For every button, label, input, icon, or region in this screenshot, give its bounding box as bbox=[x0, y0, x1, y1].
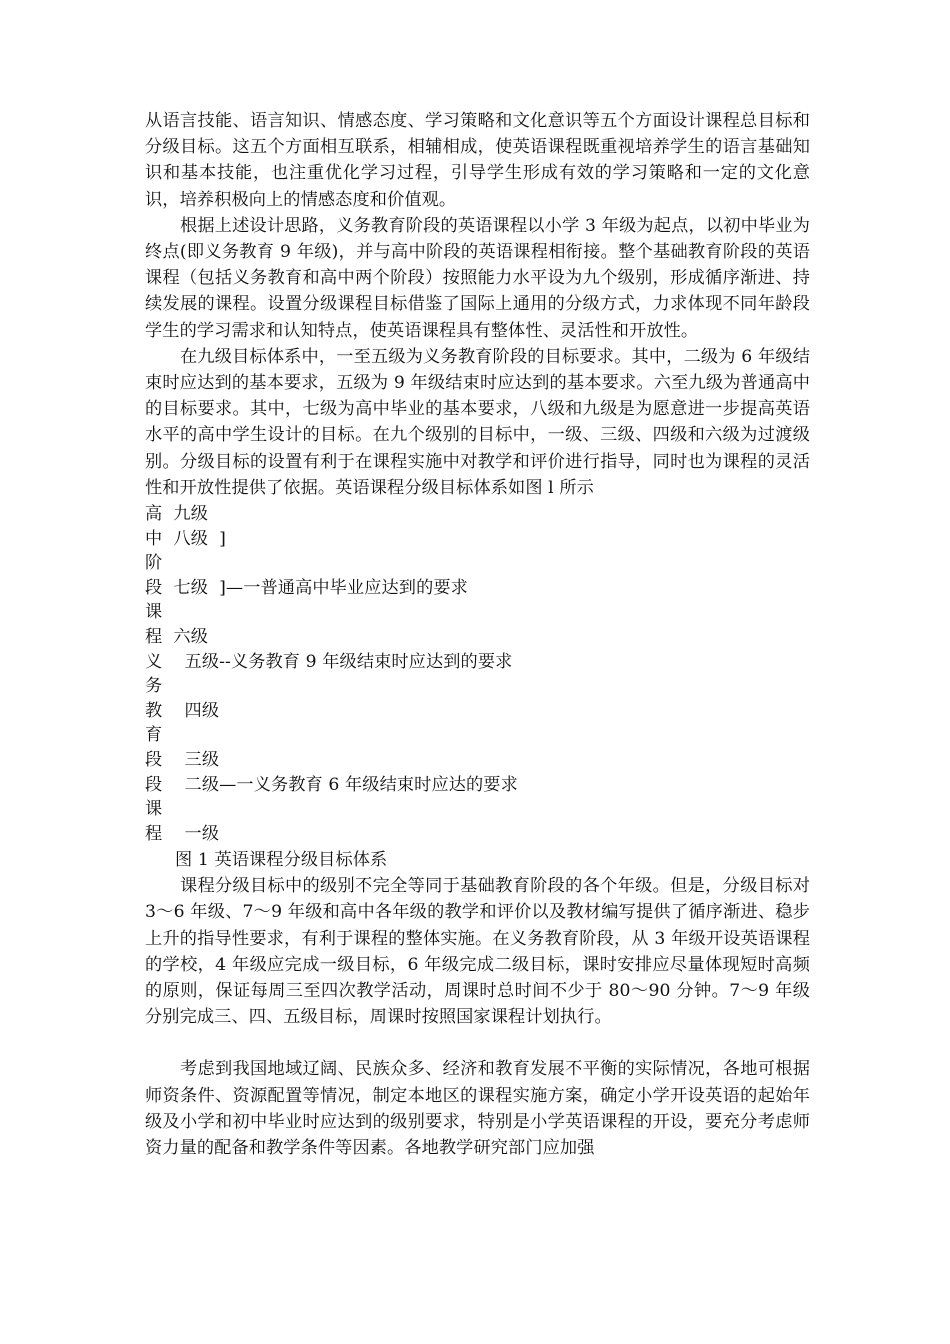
paragraph-2: 根据上述设计思路，义务教育阶段的英语课程以小学 3 年级为起点，以初中毕业为终点(即义务教育 9 年级)，并与高中阶段的英语课程相衔接。整个基础教育阶段的英语课程（包括义务教育和高中两个阶段）按照能力水平设为九个级别，形成循序渐进、持续发展的课程。设置分级课程目标借鉴了国际上通用的分级方式，力求体现不同年龄段学生的学习需求和认知特点，使英语课程具有整体性、灵活性和开放性。 bbox=[145, 215, 810, 341]
diagram-line: 程 一级 bbox=[145, 823, 220, 844]
diagram-line: 中 八级 ] bbox=[145, 528, 226, 549]
paragraph-5: 考虑到我国地域辽阔、民族众多、经济和教育发展不平衡的实际情况，各地可根据师资条件、资源配置等情况，制定本地区的课程实施方案，确定小学开设英语的起始年级及小学和初中毕业时应达到的级别要求，特别是小学英语课程的开设，要充分考虑师资力量的配备和教学条件等因素。各地教学研究部门应加强 bbox=[145, 1059, 810, 1159]
diagram-line: 义 五级--义务教育 9 年级结束时应达到的要求 bbox=[145, 651, 513, 672]
level-diagram bbox=[145, 501, 810, 847]
diagram-line: 高 九级 bbox=[145, 504, 208, 525]
diagram-line: 育 bbox=[145, 725, 163, 746]
diagram-line: 段 二级—一义务教育 6 年级结束时应达的要求 bbox=[145, 774, 518, 795]
diagram-line: 段 三级 bbox=[145, 750, 220, 771]
diagram-line: 教 四级 bbox=[145, 700, 220, 721]
diagram-line: 课 bbox=[145, 799, 163, 820]
figure-caption: 图 1 英语课程分级目标体系 bbox=[175, 850, 388, 871]
diagram-line: 课 bbox=[145, 602, 163, 623]
diagram-line: 务 bbox=[145, 676, 163, 697]
diagram-line: 程 六级 bbox=[145, 627, 208, 648]
diagram-line: 阶 bbox=[145, 553, 163, 574]
diagram-line: 段 七级 ]—一普通高中毕业应达到的要求 bbox=[145, 577, 468, 598]
blank-line bbox=[145, 1030, 810, 1056]
paragraph-3: 在九级目标体系中，一至五级为义务教育阶段的目标要求。其中，二级为 6 年级结束时应达到的基本要求，五级为 9 年级结束时应达到的基本要求。六至九级为普通高中的目标要求。其中，七级为高中毕业的基本要求，八级和九级是为愿意进一步提高英语水平的高中学生设计的目标。在九个级别的目标中，一级、三级、四级和六级为过渡级别。分级目标的设置有利于在课程实施中对教学和评价进行指导，同时也为课程的灵活性和开放性提供了依据。英语课程分级目标体系如图 l 所示 bbox=[145, 346, 810, 498]
paragraph-4: 课程分级目标中的级别不完全等同于基础教育阶段的各个年级。但是，分级目标对 3～6 年级、7～9 年级和高中各年级的教学和评价以及教材编写提供了循序渐进、稳步上升的指导性要求，有利于课程的整体实施。在义务教育阶段，从 3 年级开设英语课程的学校，4 年级应完成一级目标，6 年级完成二级目标，课时安排应尽量体现短时高频的原则，保证每周三至四次教学活动，周课时总时间不少于 80～90 分钟。7～9 年级分别完成三、四、五级目标，周课时按照国家课程计划执行。 bbox=[145, 876, 810, 1028]
document-page bbox=[145, 108, 810, 1161]
paragraph-1: 从语言技能、语言知识、情感态度、学习策略和文化意识等五个方面设计课程总目标和分级目标。这五个方面相互联系，相辅相成，使英语课程既重视培养学生的语言基础知识和基本技能，也注重优化学习过程，引导学生形成有效的学习策略和一定的文化意识，培养积极向上的情感态度和价值观。 bbox=[145, 111, 810, 210]
